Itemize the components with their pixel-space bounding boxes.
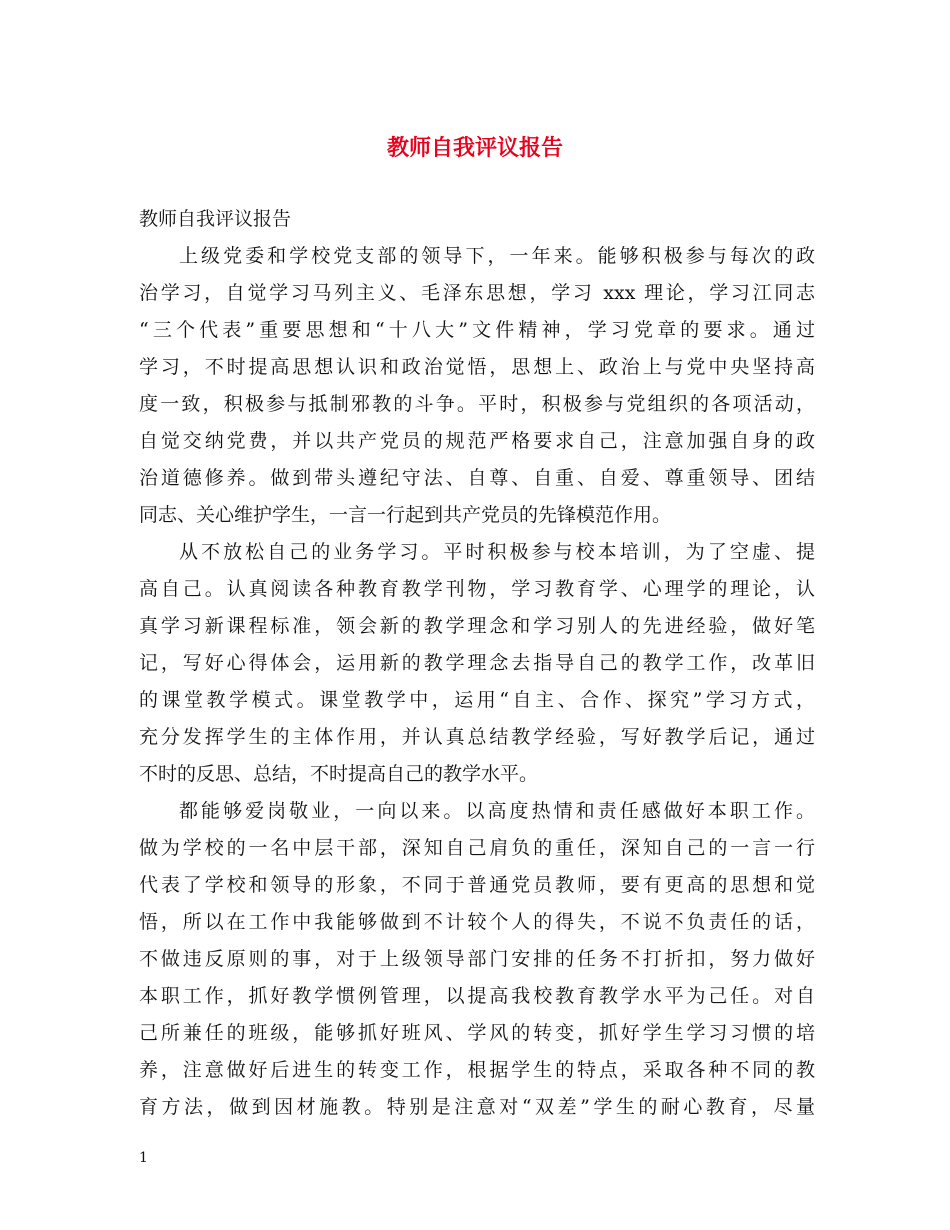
paragraph (139, 534, 815, 793)
paragraph-line: 记，写好心得体会，运用新的教学理念去指导自己的教学工作，改革旧 (139, 652, 815, 674)
paragraph-line: 己所兼任的班级，能够抓好班风、学风的转变，抓好学生学习习惯的培 (139, 1022, 815, 1044)
paragraph-line: 都能够爱岗敬业，一向以来。以高度热情和责任感做好本职工作。 (179, 800, 815, 822)
paragraph-line: 同志、关心维护学生，一言一行起到共产党员的先锋模范作用。 (139, 504, 672, 526)
paragraph-line: 治学习，自觉学习马列主义、毛泽东思想，学习 xxx 理论，学习江同志 (139, 282, 815, 304)
paragraph-line: 自觉交纳党费，并以共产党员的规范严格要求自己，注意加强自身的政 (139, 430, 815, 452)
paragraph-line: 学习，不时提高思想认识和政治觉悟，思想上、政治上与党中央坚持高 (139, 356, 815, 378)
paragraph-line: 度一致，积极参与抵制邪教的斗争。平时，积极参与党组织的各项活动， (139, 393, 815, 415)
paragraph-line: 做为学校的一名中层干部，深知自己肩负的重任，深知自己的一言一行 (139, 837, 815, 859)
paragraph-line: 高自己。认真阅读各种教育教学刊物，学习教育学、心理学的理论，认 (139, 578, 815, 600)
document-title: 教师自我评议报告 (386, 135, 563, 161)
paragraph-line: 从不放松自己的业务学习。平时积极参与校本培训，为了空虚、提 (179, 541, 815, 563)
paragraph-line: 充分发挥学生的主体作用，并认真总结教学经验，写好教学后记，通过 (139, 726, 815, 748)
document-subtitle: 教师自我评议报告 (139, 208, 292, 230)
paragraph-line: 真学习新课程标准，领会新的教学理念和学习别人的先进经验，做好笔 (139, 615, 815, 637)
paragraph-line: 不时的反思、总结，不时提高自己的教学水平。 (139, 763, 539, 785)
paragraph-line: 育方法，做到因材施教。特别是注意对“双差”学生的耐心教育，尽量 (139, 1096, 815, 1118)
paragraph-list (139, 238, 815, 1126)
paragraph-line: “三个代表”重要思想和“十八大”文件精神，学习党章的要求。通过 (139, 319, 815, 341)
paragraph-line: 养，注意做好后进生的转变工作，根据学生的特点，采取各种不同的教 (139, 1059, 815, 1081)
paragraph-line: 治道德修养。做到带头遵纪守法、自尊、自重、自爱、尊重领导、团结 (139, 467, 815, 489)
paragraph-line: 代表了学校和领导的形象，不同于普通党员教师，要有更高的思想和觉 (139, 874, 815, 896)
paragraph (139, 793, 815, 1126)
document-body (139, 201, 815, 1126)
paragraph-line: 的课堂教学模式。课堂教学中，运用“自主、合作、探究”学习方式， (139, 689, 815, 711)
paragraph-line: 上级党委和学校党支部的领导下，一年来。能够积极参与每次的政 (179, 245, 815, 267)
paragraph-line: 悟，所以在工作中我能够做到不计较个人的得失，不说不负责任的话， (139, 911, 815, 933)
paragraph-line: 本职工作，抓好教学惯例管理，以提高我校教育教学水平为己任。对自 (139, 985, 815, 1007)
paragraph (139, 238, 815, 534)
page-number: 1 (139, 1150, 148, 1166)
paragraph-line: 不做违反原则的事，对于上级领导部门安排的任务不打折扣，努力做好 (139, 948, 815, 970)
